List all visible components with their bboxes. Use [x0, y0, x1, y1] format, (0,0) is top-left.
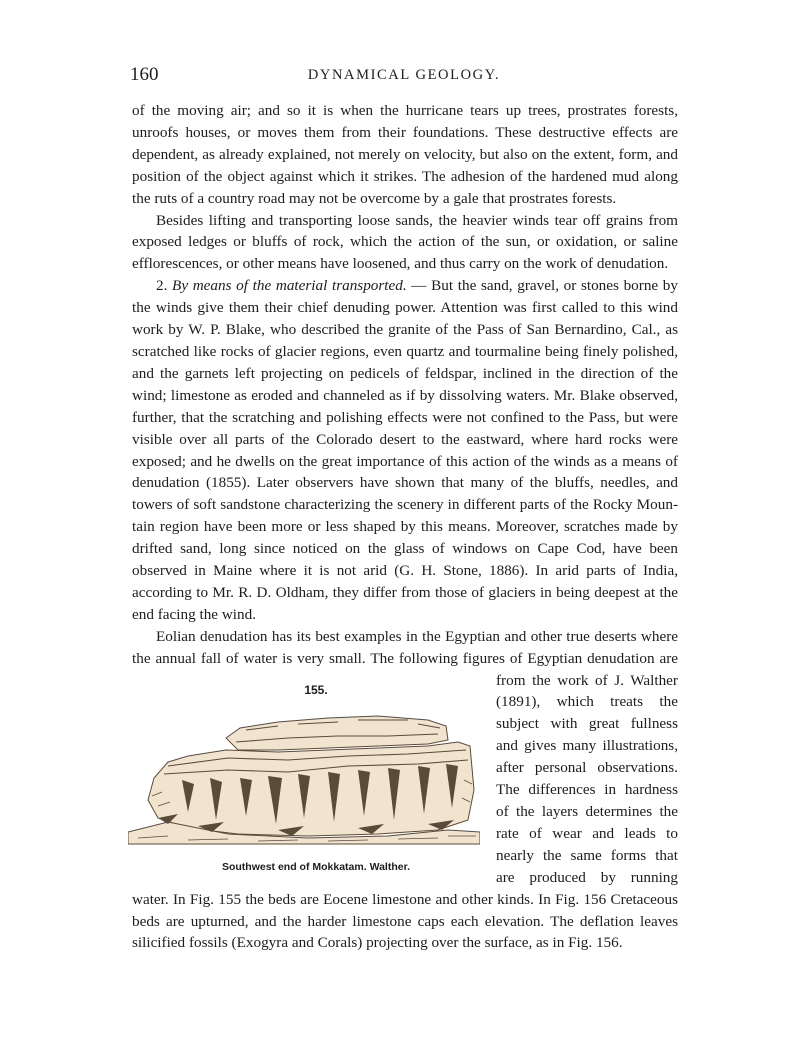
paragraph-1: of the moving air; and so it is when the hurricane tears up trees, prostrates forests, unroofs houses, or moves them from their foundations. These destructive effects are dependent, as already explained, not merely on velocity, but also on the extent, form, and position of the object against which it strikes. The adhesion of the hardened mud along the ruts of a country road may not be overcome by a gale that prostrates forests.	[132, 102, 678, 207]
page-header	[130, 64, 678, 88]
paragraph-3-body: — But the sand, gravel, or stones borne by the winds give them their chief denuding power. Attention was first called to this wind work by W. P. Blake, who described the granite of the Pass of San Bernardino, Cal., as scratched like rocks of glacier regions, even quartz and tourmaline being finely polished, and the garnets left projecting on pedicels of feldspar, inclined in the direction of the wind; limestone as eroded and channeled as if by dissolving waters. Mr. Blake observed, further, that the scratching and polishing effects were not confined to the Pass, but were visible over all parts of the Colorado desert to the eastward, where hard rocks were exposed; and he dwells on the great importance of this action of the winds as a means of denudation (1855). Later observers have shown that many of the bluffs, needles, and towers of soft sandstone characterizing the scenery in different parts of the Rocky Mountain region have been more or less shaped by this means. Moreover, scratches made by drifted sand, long since noticed on the glass of windows on Cape Cod, have been observed in Maine where it is not arid (G. H. Stone, 1886). In arid parts of India, according to Mr. R. D. Oldham, they differ from those of glaciers in being deepest at the end facing the wind.	[132, 277, 678, 623]
figure-number: 155.	[304, 682, 328, 697]
paragraph-4-rest: The following figures of Egyptian denudation are from the work of J. Walther (1891), which treats the subject with great fullness and gives many illustrations, after personal observations. The differences in hardness of the layers determines the rate of wear and leads to nearly the same forms that are produced by running water. In Fig. 155 the beds are Eocene limestone and other kinds. In Fig. 156 Cretaceous beds are upturned, and the harder limestone caps each elevation. The deflation leaves silicified fossils (Exogyra and Corals) projecting over the surface, as in Fig. 156.	[132, 649, 678, 952]
paragraph-4	[132, 626, 678, 955]
figure-155	[128, 680, 480, 884]
paragraph-4-lead: Eolian denudation has its best examples in the Egyptian and other true deserts where the annual fall of water is very small.	[132, 627, 678, 667]
section-heading: By means of the material transported.	[172, 277, 407, 295]
mokkatam-illustration	[128, 700, 480, 850]
figure-caption: Southwest end of Mokkatam. Walther.	[221, 860, 411, 873]
running-head: DYNAMICAL GEOLOGY.	[307, 67, 501, 83]
text-column	[132, 100, 678, 954]
section-number: 2.	[156, 277, 168, 295]
page-number: 160	[130, 64, 159, 85]
paragraph-2: Besides lifting and transporting loose sands, the heavier winds tear off grains from exposed ledges or bluffs of rock, which the action of the sun, or oxidation, or saline efflorescences, or other means have loosened, and thus carry on the work of denudation.	[132, 211, 678, 273]
paragraph-3	[132, 275, 678, 626]
